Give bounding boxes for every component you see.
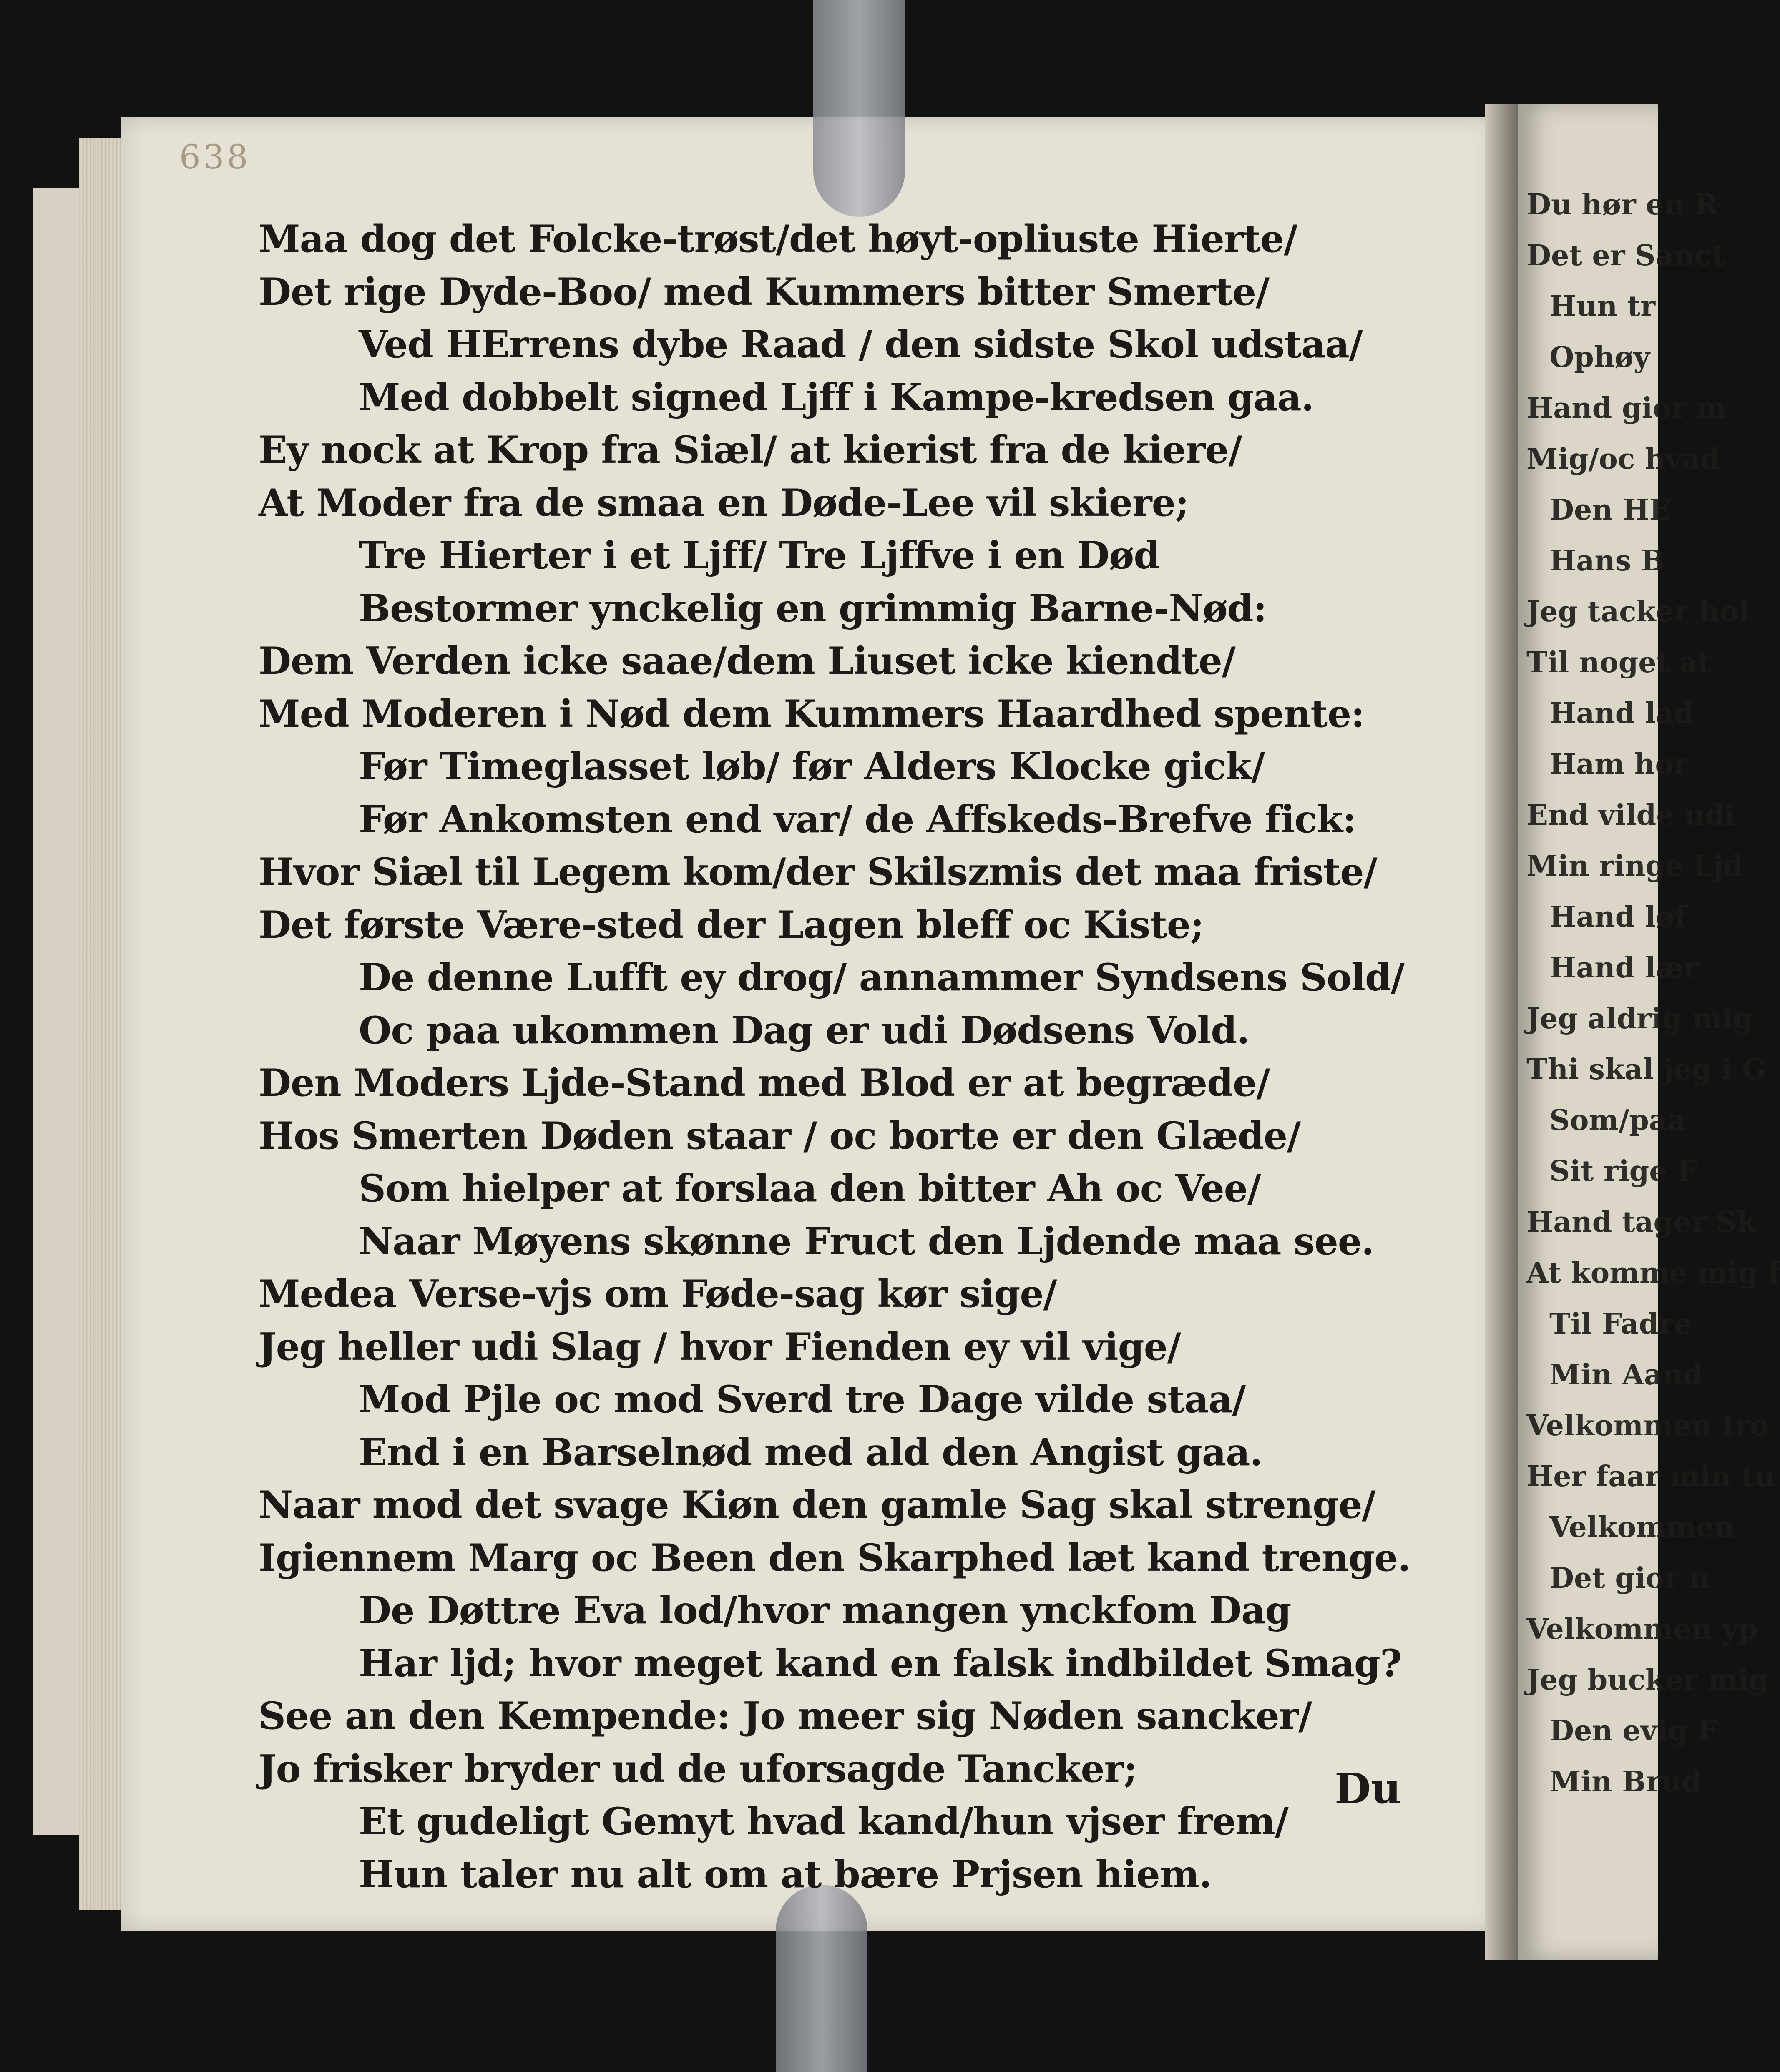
facing-page-line: Velkommen yp [1526,1612,1758,1646]
facing-page-text [1526,179,1780,1807]
facing-page-line: Mig/oc hvad [1526,442,1720,476]
facing-page-line: Som/paa [1549,1104,1686,1137]
poem-line: Dem Verden icke saae/dem Liuset icke kiendte/ [259,639,1235,683]
poem-line: Bestormer ynckelig en grimmig Barne-Nød: [359,586,1267,630]
poem-line: Igiennem Marg oc Been den Skarphed læt kand trenge. [259,1535,1410,1580]
poem-line: Jeg heller udi Slag / hvor Fienden ey vil vige/ [259,1324,1181,1369]
poem-line: Hun taler nu alt om at bære Prjsen hiem. [359,1852,1212,1896]
facing-page-line: Min Brud [1549,1765,1702,1798]
facing-page-line: Velkommen [1549,1511,1735,1544]
poem-text [259,213,1468,1901]
poem-line: See an den Kempende: Jo meer sig Nøden sancker/ [259,1694,1312,1738]
poem-line: Hvor Siæl til Legem kom/der Skilszmis det maa friste/ [259,850,1377,894]
folio-mark: 638 [179,138,251,176]
poem-line: At Moder fra de smaa en Døde-Lee vil skiere; [259,480,1189,525]
poem-line: Mod Pjle oc mod Sverd tre Dage vilde staa/ [359,1377,1246,1422]
poem-line: Naar Møyens skønne Fruct den Ljdende maa see. [359,1219,1374,1263]
left-board [33,188,83,1835]
facing-page-line: Sit rige F [1549,1155,1697,1188]
facing-page-line: Den evig F [1549,1714,1718,1748]
poem-line: Før Ankomsten end var/ de Affskeds-Brefve fick: [359,797,1356,841]
facing-page-line: Hand lad [1549,697,1694,730]
facing-page-line: Velkommen tro [1526,1409,1769,1442]
poem-line: Tre Hierter i et Ljff/ Tre Ljffve i en Død [359,533,1160,578]
poem-line: Det første Være-sted der Lagen bleff oc Kiste; [259,902,1204,947]
facing-page-line: Den HE [1549,493,1671,527]
facing-page-line: Til noget at [1526,646,1711,679]
poem-line: Det rige Dyde-Boo/ med Kummers bitter Smerte/ [259,269,1270,314]
facing-page-line: Hand gior m [1526,392,1727,425]
facing-page-line: Jeg aldrig mig [1526,1002,1753,1035]
poem-line: Hos Smerten Døden staar / oc borte er den Glæde/ [259,1113,1300,1158]
poem-line: Før Timeglasset løb/ før Alders Klocke gick/ [359,744,1265,789]
facing-page-line: Hand tager Sk [1526,1206,1756,1239]
facing-page-line: Hans B [1549,544,1665,578]
poem-line: Ved HErrens dybe Raad / den sidste Skol udstaa/ [359,322,1363,367]
facing-page-line: Til Fadre [1549,1307,1692,1341]
facing-page-line: Her faar min tu [1526,1460,1775,1493]
poem-line: Med Moderen i Nød dem Kummers Haardhed spente: [259,691,1365,736]
poem-line: Medea Verse-vjs om Føde-sag kør sige/ [259,1272,1057,1316]
facing-page-line: Min ringe Ljd [1526,849,1743,883]
facing-page-line: Jeg tacker hol [1526,595,1750,628]
facing-page-line: Ophøy [1549,341,1650,374]
poem-line: Ey nock at Krop fra Siæl/ at kierist fra de kiere/ [259,428,1242,472]
facing-page-line: Ham hor [1549,748,1689,781]
poem-line: Naar mod det svage Kiøn den gamle Sag skal strenge/ [259,1483,1375,1527]
poem-line: Maa dog det Folcke-trøst/det høyt-opliuste Hierte/ [259,217,1297,261]
facing-page-line: Det er Sanct [1526,239,1725,272]
facing-page-line: Min Aand [1549,1358,1703,1391]
facing-page-line: Jeg bucker mig [1526,1663,1769,1697]
poem-line: Som hielper at forslaa den bitter Ah oc Vee/ [359,1166,1261,1211]
facing-page-line: Hand løf [1549,900,1687,934]
facing-page-line: End vilde udi [1526,799,1735,832]
facing-page-line: Hand lær [1549,951,1698,985]
poem-line: Den Moders Ljde-Stand med Blod er at begræde/ [259,1061,1270,1105]
facing-page-line: Det gior n [1549,1562,1710,1595]
page-edges [79,138,125,1910]
facing-page-line: Hun tr [1549,290,1656,323]
poem-line: De denne Lufft ey drog/ annammer Syndsens Sold/ [359,955,1404,1000]
poem-line: De Døttre Eva lod/hvor mangen ynckfom Dag [359,1588,1291,1632]
catchword: Du [1335,1764,1401,1813]
poem-line: Et gudeligt Gemyt hvad kand/hun vjser frem/ [359,1799,1288,1843]
facing-page-line: Thi skal jeg i G [1526,1053,1767,1086]
facing-page-line: Du hør en R [1526,188,1718,221]
top-clip [813,0,905,217]
facing-page-line: At komme mig f [1526,1256,1780,1290]
poem-line: Oc paa ukommen Dag er udi Dødsens Vold. [359,1008,1250,1052]
poem-line: Med dobbelt signed Ljff i Kampe-kredsen gaa. [359,375,1314,419]
poem-line: End i en Barselnød med ald den Angist gaa. [359,1430,1262,1474]
poem-line: Har ljd; hvor meget kand en falsk indbildet Smag? [359,1641,1402,1685]
poem-line: Jo frisker bryder ud de uforsagde Tancker; [259,1746,1137,1791]
bottom-clip [776,1885,867,2072]
